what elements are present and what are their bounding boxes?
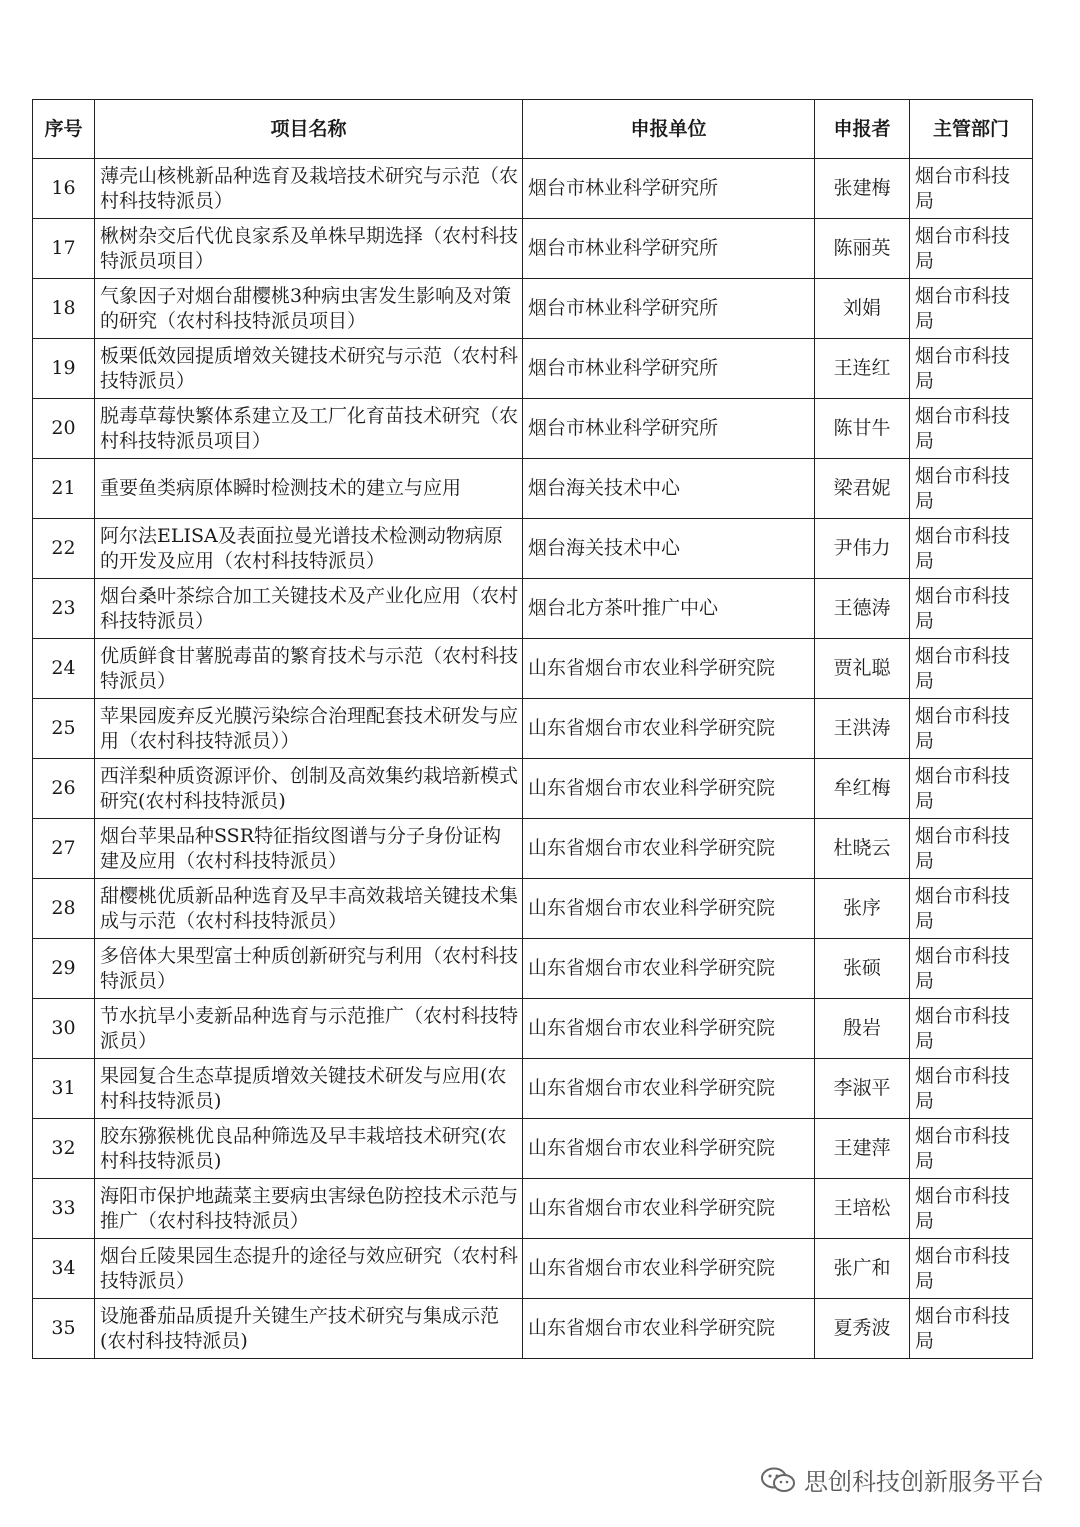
cell-unit: 山东省烟台市农业科学研究院 <box>523 1059 815 1119</box>
cell-project-name: 烟台桑叶茶综合加工关键技术及产业化应用（农村科技特派员） <box>95 579 523 639</box>
table-row <box>33 459 1033 519</box>
cell-applicant: 李淑平 <box>815 1059 910 1119</box>
cell-no: 21 <box>33 459 95 519</box>
table-row <box>33 639 1033 699</box>
cell-unit: 山东省烟台市农业科学研究院 <box>523 939 815 999</box>
cell-no: 19 <box>33 339 95 399</box>
cell-applicant: 陈丽英 <box>815 219 910 279</box>
cell-no: 23 <box>33 579 95 639</box>
cell-project-name: 气象因子对烟台甜樱桃3种病虫害发生影响及对策的研究（农村科技特派员项目） <box>95 279 523 339</box>
cell-department: 烟台市科技局 <box>910 399 1033 459</box>
table-row <box>33 1119 1033 1179</box>
cell-project-name: 设施番茄品质提升关键生产技术研究与集成示范(农村科技特派员) <box>95 1299 523 1359</box>
table-body <box>33 159 1033 1359</box>
cell-no: 26 <box>33 759 95 819</box>
cell-project-name: 板栗低效园提质增效关键技术研究与示范（农村科技特派员） <box>95 339 523 399</box>
cell-applicant: 梁君妮 <box>815 459 910 519</box>
cell-department: 烟台市科技局 <box>910 1059 1033 1119</box>
cell-unit: 山东省烟台市农业科学研究院 <box>523 639 815 699</box>
cell-applicant: 贾礼聪 <box>815 639 910 699</box>
table-row <box>33 879 1033 939</box>
cell-department: 烟台市科技局 <box>910 639 1033 699</box>
table-row <box>33 819 1033 879</box>
table-row <box>33 519 1033 579</box>
cell-department: 烟台市科技局 <box>910 759 1033 819</box>
cell-no: 25 <box>33 699 95 759</box>
cell-applicant: 张广和 <box>815 1239 910 1299</box>
cell-unit: 烟台市林业科学研究所 <box>523 399 815 459</box>
table-row <box>33 279 1033 339</box>
cell-no: 18 <box>33 279 95 339</box>
cell-applicant: 殷岩 <box>815 999 910 1059</box>
wechat-icon <box>760 1466 796 1494</box>
cell-no: 24 <box>33 639 95 699</box>
table-row <box>33 579 1033 639</box>
cell-department: 烟台市科技局 <box>910 999 1033 1059</box>
cell-no: 28 <box>33 879 95 939</box>
cell-unit: 山东省烟台市农业科学研究院 <box>523 1239 815 1299</box>
cell-department: 烟台市科技局 <box>910 879 1033 939</box>
cell-project-name: 阿尔法ELISA及表面拉曼光谱技术检测动物病原的开发及应用（农村科技特派员） <box>95 519 523 579</box>
cell-unit: 山东省烟台市农业科学研究院 <box>523 1119 815 1179</box>
table-header-row <box>33 100 1033 159</box>
cell-applicant: 张硕 <box>815 939 910 999</box>
cell-department: 烟台市科技局 <box>910 939 1033 999</box>
cell-project-name: 胶东猕猴桃优良品种筛选及早丰栽培技术研究(农村科技特派员) <box>95 1119 523 1179</box>
table-row <box>33 999 1033 1059</box>
cell-unit: 山东省烟台市农业科学研究院 <box>523 819 815 879</box>
cell-project-name: 优质鲜食甘薯脱毒苗的繁育技术与示范（农村科技特派员） <box>95 639 523 699</box>
cell-no: 30 <box>33 999 95 1059</box>
cell-unit: 山东省烟台市农业科学研究院 <box>523 1179 815 1239</box>
header-unit: 申报单位 <box>523 100 815 159</box>
cell-applicant: 王洪涛 <box>815 699 910 759</box>
cell-applicant: 王培松 <box>815 1179 910 1239</box>
table-row <box>33 339 1033 399</box>
cell-unit: 山东省烟台市农业科学研究院 <box>523 1299 815 1359</box>
cell-project-name: 甜樱桃优质新品种选育及早丰高效栽培关键技术集成与示范（农村科技特派员） <box>95 879 523 939</box>
cell-unit: 烟台海关技术中心 <box>523 459 815 519</box>
table-row <box>33 759 1033 819</box>
cell-applicant: 张序 <box>815 879 910 939</box>
table-row <box>33 399 1033 459</box>
project-table <box>32 99 1033 1359</box>
cell-no: 33 <box>33 1179 95 1239</box>
cell-no: 17 <box>33 219 95 279</box>
cell-no: 22 <box>33 519 95 579</box>
cell-no: 31 <box>33 1059 95 1119</box>
cell-department: 烟台市科技局 <box>910 579 1033 639</box>
cell-project-name: 苹果园废弃反光膜污染综合治理配套技术研发与应用（农村科技特派员）） <box>95 699 523 759</box>
table-row <box>33 1239 1033 1299</box>
cell-department: 烟台市科技局 <box>910 1239 1033 1299</box>
table-row <box>33 939 1033 999</box>
cell-applicant: 尹伟力 <box>815 519 910 579</box>
cell-project-name: 重要鱼类病原体瞬时检测技术的建立与应用 <box>95 459 523 519</box>
cell-project-name: 烟台苹果品种SSR特征指纹图谱与分子身份证构建及应用（农村科技特派员） <box>95 819 523 879</box>
cell-no: 20 <box>33 399 95 459</box>
table-row <box>33 1179 1033 1239</box>
cell-project-name: 烟台丘陵果园生态提升的途径与效应研究（农村科技特派员） <box>95 1239 523 1299</box>
cell-project-name: 节水抗旱小麦新品种选育与示范推广（农村科技特派员） <box>95 999 523 1059</box>
cell-no: 35 <box>33 1299 95 1359</box>
cell-no: 16 <box>33 159 95 219</box>
cell-unit: 烟台市林业科学研究所 <box>523 159 815 219</box>
cell-unit: 烟台市林业科学研究所 <box>523 339 815 399</box>
cell-department: 烟台市科技局 <box>910 159 1033 219</box>
cell-project-name: 薄壳山核桃新品种选育及栽培技术研究与示范（农村科技特派员） <box>95 159 523 219</box>
cell-applicant: 王连红 <box>815 339 910 399</box>
watermark-text: 思创科技创新服务平台 <box>804 1468 1044 1496</box>
cell-applicant: 杜晓云 <box>815 819 910 879</box>
cell-department: 烟台市科技局 <box>910 519 1033 579</box>
cell-project-name: 果园复合生态草提质增效关键技术研发与应用(农村科技特派员) <box>95 1059 523 1119</box>
cell-unit: 烟台市林业科学研究所 <box>523 279 815 339</box>
cell-unit: 山东省烟台市农业科学研究院 <box>523 759 815 819</box>
cell-project-name: 脱毒草莓快繁体系建立及工厂化育苗技术研究（农村科技特派员项目） <box>95 399 523 459</box>
cell-applicant: 刘娟 <box>815 279 910 339</box>
cell-applicant: 王德涛 <box>815 579 910 639</box>
cell-applicant: 王建萍 <box>815 1119 910 1179</box>
cell-department: 烟台市科技局 <box>910 459 1033 519</box>
cell-department: 烟台市科技局 <box>910 1179 1033 1239</box>
cell-department: 烟台市科技局 <box>910 279 1033 339</box>
cell-department: 烟台市科技局 <box>910 339 1033 399</box>
cell-department: 烟台市科技局 <box>910 219 1033 279</box>
cell-applicant: 夏秀波 <box>815 1299 910 1359</box>
cell-unit: 山东省烟台市农业科学研究院 <box>523 999 815 1059</box>
header-department: 主管部门 <box>910 100 1033 159</box>
cell-unit: 烟台北方茶叶推广中心 <box>523 579 815 639</box>
cell-unit: 山东省烟台市农业科学研究院 <box>523 879 815 939</box>
table-row <box>33 1299 1033 1359</box>
table-row <box>33 1059 1033 1119</box>
cell-no: 29 <box>33 939 95 999</box>
cell-project-name: 海阳市保护地蔬菜主要病虫害绿色防控技术示范与推广（农村科技特派员） <box>95 1179 523 1239</box>
watermark <box>760 1462 1044 1497</box>
cell-project-name: 西洋梨种质资源评价、创制及高效集约栽培新模式研究(农村科技特派员) <box>95 759 523 819</box>
cell-project-name: 多倍体大果型富士种质创新研究与利用（农村科技特派员） <box>95 939 523 999</box>
cell-department: 烟台市科技局 <box>910 699 1033 759</box>
header-applicant: 申报者 <box>815 100 910 159</box>
cell-department: 烟台市科技局 <box>910 1119 1033 1179</box>
header-no: 序号 <box>33 100 95 159</box>
cell-unit: 烟台海关技术中心 <box>523 519 815 579</box>
table-row <box>33 699 1033 759</box>
cell-applicant: 陈甘牛 <box>815 399 910 459</box>
header-project-name: 项目名称 <box>95 100 523 159</box>
cell-no: 27 <box>33 819 95 879</box>
cell-applicant: 张建梅 <box>815 159 910 219</box>
cell-no: 32 <box>33 1119 95 1179</box>
cell-unit: 烟台市林业科学研究所 <box>523 219 815 279</box>
table-row <box>33 159 1033 219</box>
table-row <box>33 219 1033 279</box>
cell-department: 烟台市科技局 <box>910 1299 1033 1359</box>
cell-project-name: 楸树杂交后代优良家系及单株早期选择（农村科技特派员项目） <box>95 219 523 279</box>
cell-department: 烟台市科技局 <box>910 819 1033 879</box>
cell-applicant: 牟红梅 <box>815 759 910 819</box>
cell-unit: 山东省烟台市农业科学研究院 <box>523 699 815 759</box>
cell-no: 34 <box>33 1239 95 1299</box>
